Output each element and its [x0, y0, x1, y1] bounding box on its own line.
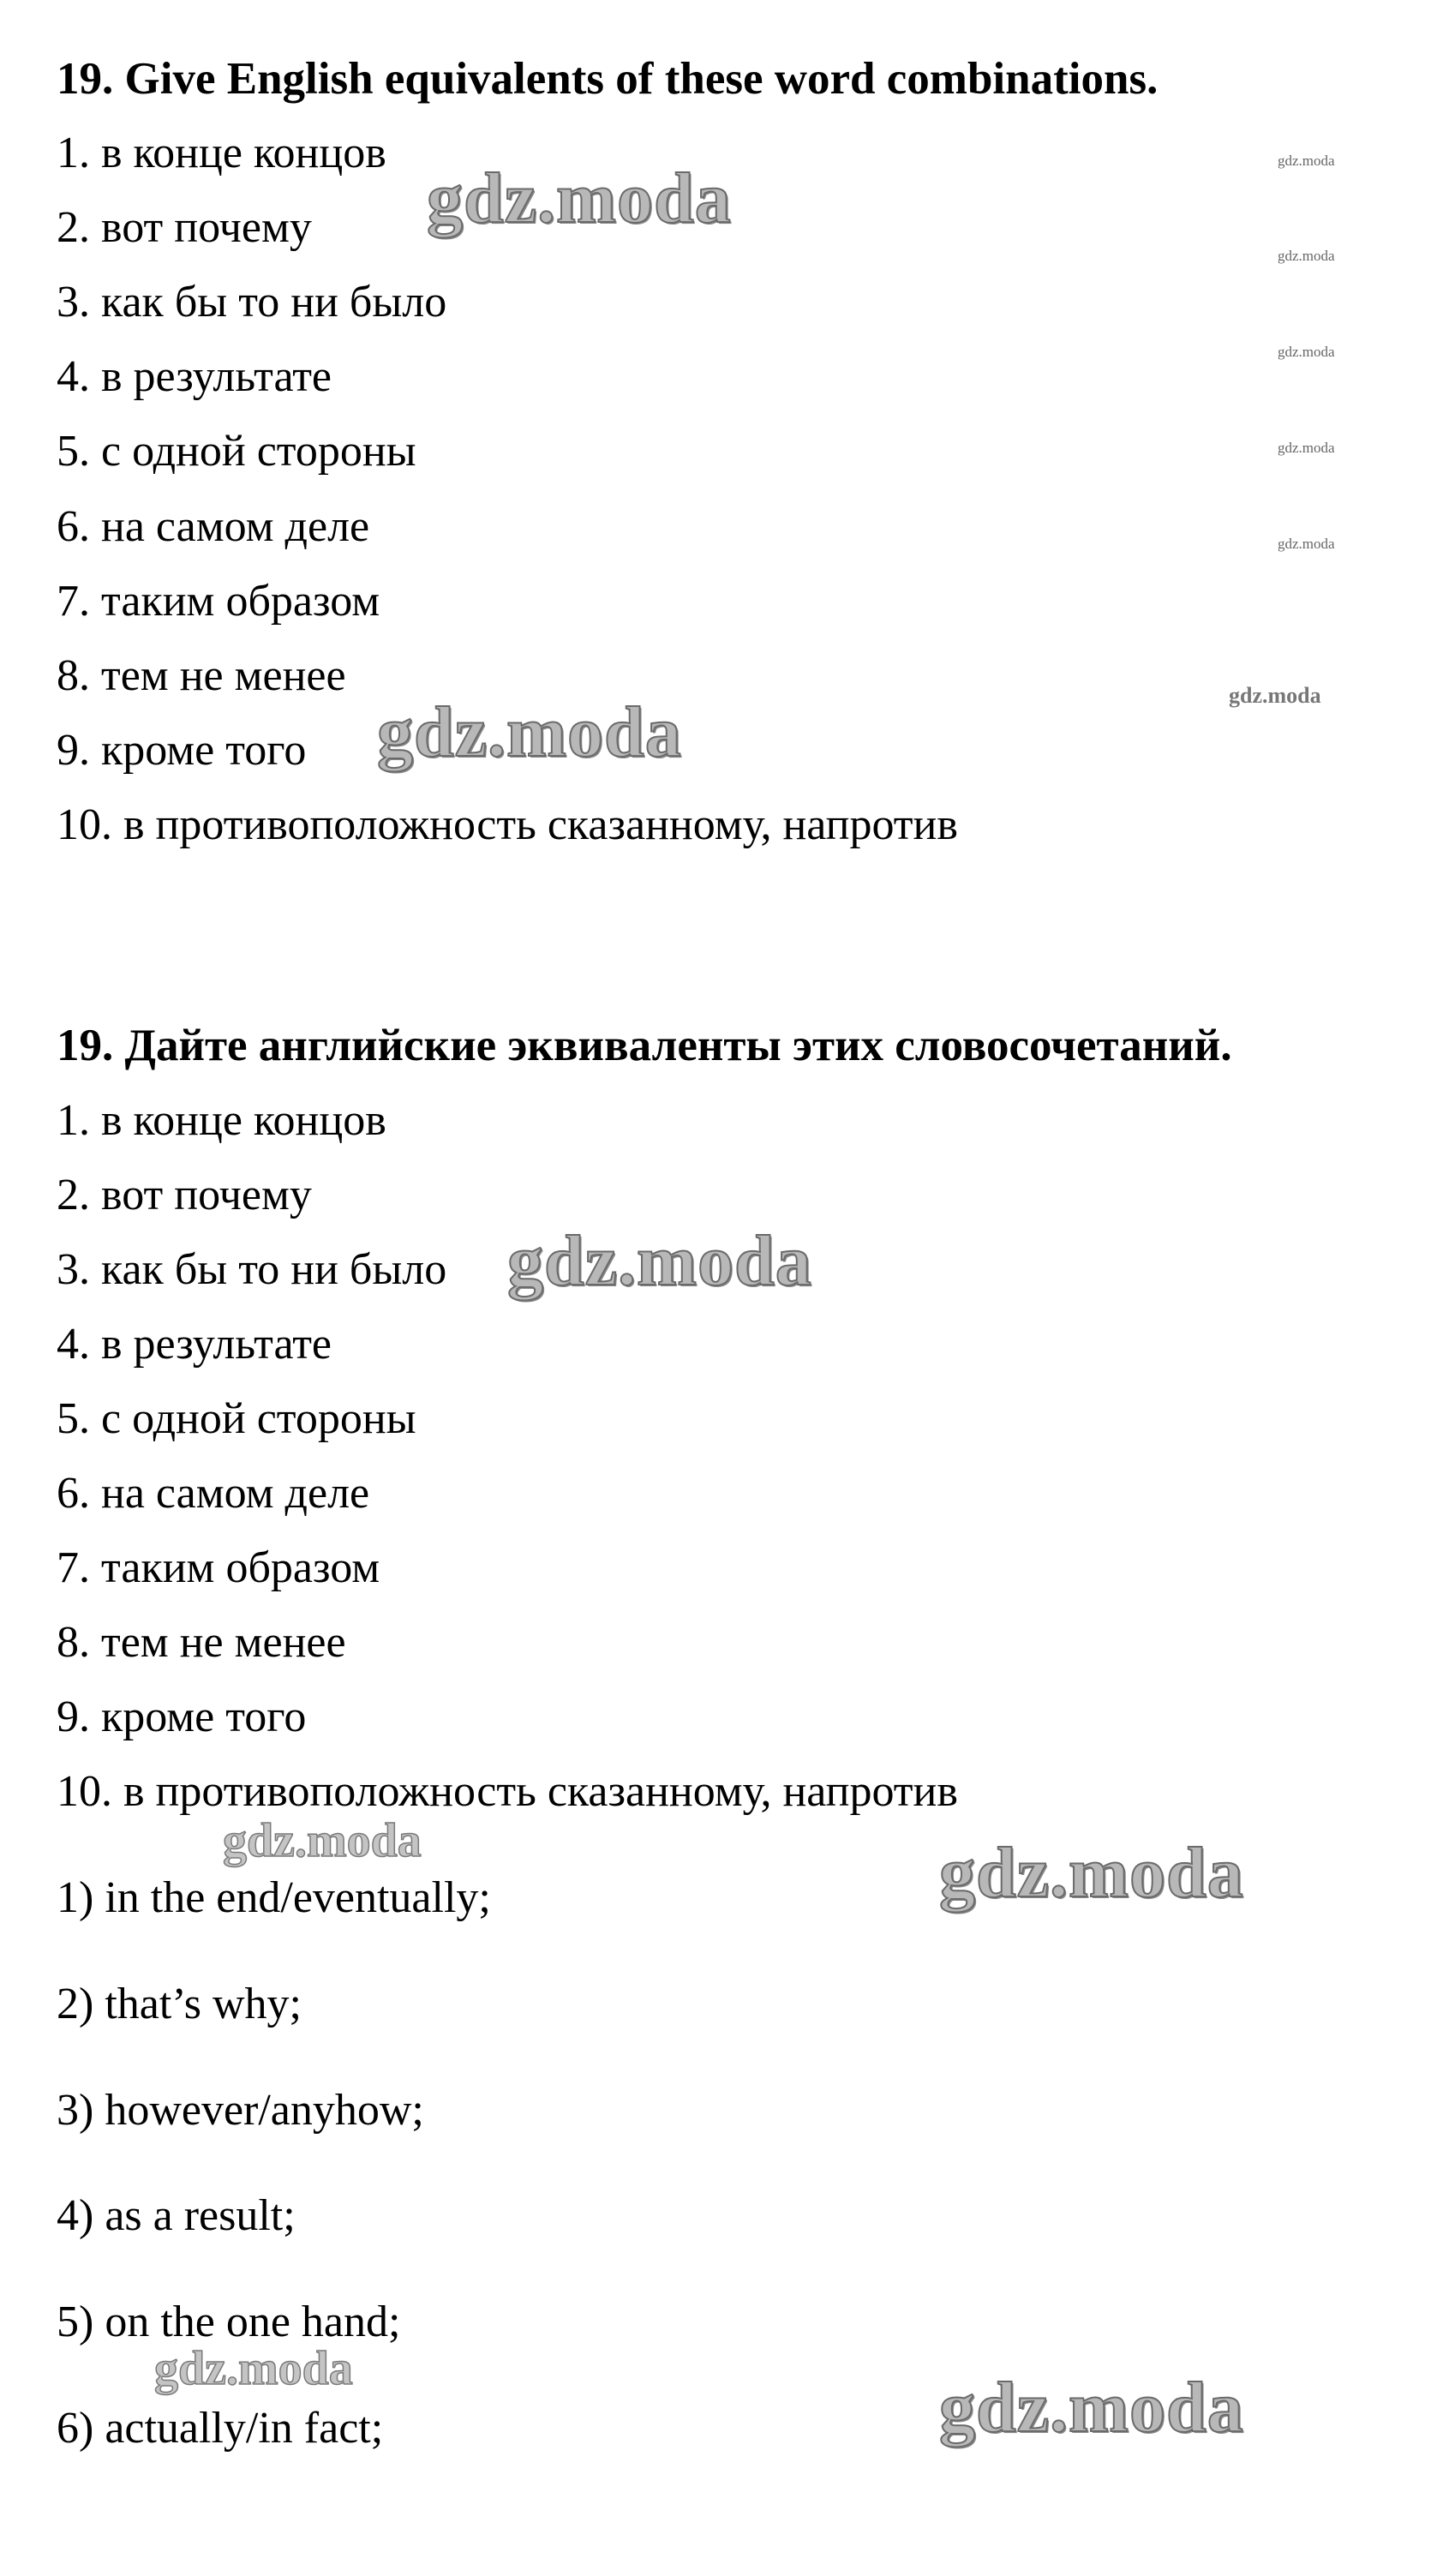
watermark: gdz.moda — [1229, 683, 1321, 708]
watermark: gdz.moda — [377, 692, 682, 772]
section1-item: 6. на самом деле — [57, 502, 370, 551]
watermark: gdz.moda — [1278, 153, 1335, 169]
watermark: gdz.moda — [427, 159, 732, 238]
section1-item: 7. таким образом — [57, 577, 380, 626]
section1-item: 2. вот почему — [57, 203, 312, 252]
section2-item: 9. кроме того — [57, 1692, 307, 1741]
section1-item: 8. тем не менее — [57, 651, 346, 700]
section1-heading: 19. Give English equivalents of these word combinations. — [57, 54, 1159, 104]
answer-item: 1) in the end/eventually; — [57, 1873, 491, 1922]
watermark: gdz.moda — [1278, 344, 1335, 360]
section2-heading: 19. Дайте английские эквиваленты этих словосочетаний. — [57, 1021, 1232, 1070]
section1-item: 1. в конце концов — [57, 129, 386, 177]
watermark: gdz.moda — [154, 2342, 353, 2395]
watermark: gdz.moda — [1278, 248, 1335, 264]
section2-item: 1. в конце концов — [57, 1096, 386, 1145]
section2-item: 3. как бы то ни было — [57, 1245, 447, 1294]
section2-item: 8. тем не менее — [57, 1618, 346, 1667]
section1-item: 5. с одной стороны — [57, 427, 416, 476]
section1-item: 10. в противоположность сказанному, напротив — [57, 800, 958, 849]
watermark: gdz.moda — [223, 1814, 422, 1867]
watermark: gdz.moda — [507, 1221, 812, 1301]
watermark: gdz.moda — [939, 2368, 1244, 2447]
section2-item: 6. на самом деле — [57, 1469, 370, 1518]
watermark: gdz.moda — [1278, 440, 1335, 456]
watermark: gdz.moda — [1278, 536, 1335, 552]
watermark: gdz.moda — [939, 1833, 1244, 1913]
section2-item: 7. таким образом — [57, 1543, 380, 1592]
section1-item: 3. как бы то ни было — [57, 278, 447, 326]
section1-item: 4. в результате — [57, 352, 332, 401]
answer-item: 4) as a result; — [57, 2191, 296, 2240]
section2-item: 4. в результате — [57, 1320, 332, 1369]
section2-item: 2. вот почему — [57, 1171, 312, 1219]
answer-item: 2) that’s why; — [57, 1980, 302, 2028]
section2-item: 5. с одной стороны — [57, 1394, 416, 1443]
section2-item: 10. в противоположность сказанному, напротив — [57, 1767, 958, 1816]
answer-item: 5) on the one hand; — [57, 2297, 401, 2346]
answer-item: 3) however/anyhow; — [57, 2086, 424, 2135]
answer-item: 6) actually/in fact; — [57, 2404, 384, 2453]
section1-item: 9. кроме того — [57, 726, 307, 775]
